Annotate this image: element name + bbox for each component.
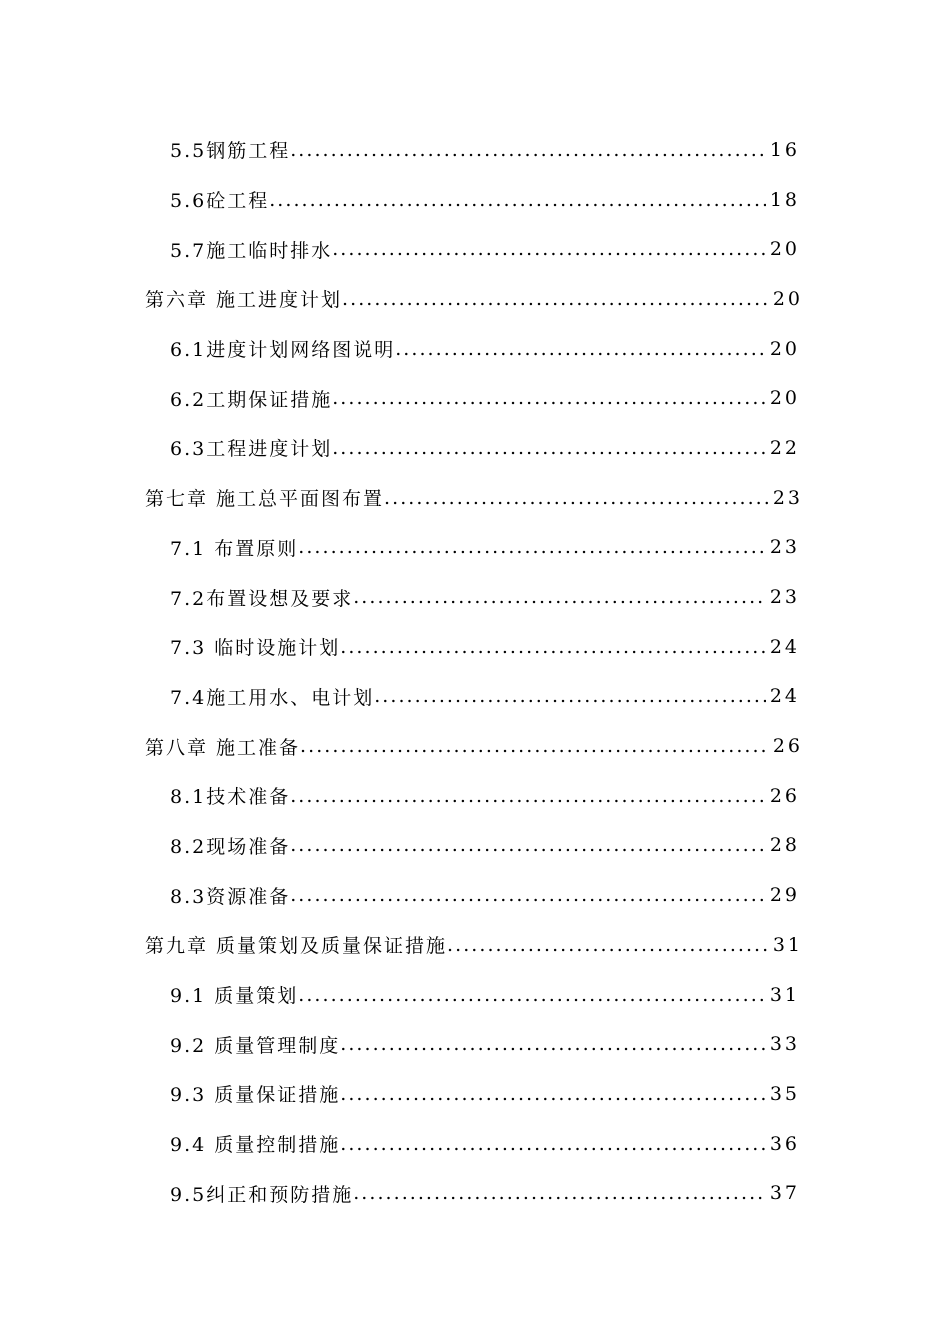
toc-entry-page: 37 [769, 1182, 800, 1205]
toc-entry-page: 24 [769, 635, 800, 658]
toc-entry-page: 28 [769, 834, 800, 857]
toc-dot-leader [332, 238, 766, 260]
toc-entry-title: 6.1进度计划网络图说明 [170, 339, 396, 362]
toc-entry-5-6[interactable] [0, 175, 800, 225]
toc-dot-leader [384, 487, 769, 509]
toc-entry-title: 8.3资源准备 [170, 885, 291, 908]
toc-entry-title: 9.4 质量控制措施 [170, 1134, 341, 1157]
toc-chapter-page: 20 [772, 287, 803, 310]
toc-entry-title: 5.7施工临时排水 [170, 239, 333, 262]
toc-entry-6-3[interactable] [0, 423, 800, 473]
toc-entry-6-1[interactable] [0, 324, 800, 374]
toc-dot-leader [332, 437, 766, 459]
toc-entry-7-2[interactable] [0, 572, 800, 622]
toc-dot-leader [374, 685, 766, 707]
toc-dot-leader [340, 1133, 766, 1155]
toc-entry-title: 7.2布置设想及要求 [170, 587, 354, 610]
toc-entry-title: 6.2工期保证措施 [170, 388, 333, 411]
toc-entry-page: 23 [769, 586, 800, 609]
toc-chapter-8[interactable] [0, 721, 803, 771]
toc-dot-leader [447, 934, 769, 956]
toc-entry-page: 29 [769, 884, 800, 907]
toc-entry-7-4[interactable] [0, 672, 800, 722]
toc-entry-title: 7.1 布置原则 [170, 537, 299, 560]
toc-chapter-title: 第七章 施工总平面图布置 [145, 488, 385, 511]
toc-entry-title: 6.3工程进度计划 [170, 438, 333, 461]
toc-entry-title: 9.3 质量保证措施 [170, 1084, 341, 1107]
toc-entry-page: 18 [769, 188, 800, 211]
toc-entry-7-1[interactable] [0, 523, 800, 573]
toc-entry-page: 16 [769, 138, 800, 161]
toc-entry-title: 5.5钢筋工程 [170, 140, 291, 163]
toc-dot-leader [340, 1083, 766, 1105]
toc-dot-leader [340, 1033, 766, 1055]
toc-entry-page: 22 [769, 436, 800, 459]
toc-entry-page: 24 [769, 685, 800, 708]
toc-entry-5-5[interactable] [0, 125, 800, 175]
toc-entry-7-3[interactable] [0, 622, 800, 672]
toc-chapter-page: 23 [772, 486, 803, 509]
toc-chapter-7[interactable] [0, 473, 803, 523]
toc-entry-9-1[interactable] [0, 970, 800, 1020]
toc-entry-title: 9.1 质量策划 [170, 985, 299, 1008]
toc-dot-leader [290, 785, 766, 807]
toc-entry-title: 5.6砼工程 [170, 190, 270, 213]
toc-entry-page: 23 [769, 536, 800, 559]
toc-chapter-page: 31 [772, 933, 803, 956]
toc-dot-leader [332, 387, 766, 409]
toc-dot-leader [353, 586, 766, 608]
toc-entry-title: 7.3 临时设施计划 [170, 637, 341, 660]
toc-entry-page: 31 [769, 983, 800, 1006]
toc-entry-9-4[interactable] [0, 1119, 800, 1169]
toc-entry-page: 26 [769, 784, 800, 807]
toc-chapter-page: 26 [772, 735, 803, 758]
toc-chapter-title: 第八章 施工准备 [145, 736, 301, 759]
toc-dot-leader [342, 288, 769, 310]
toc-entry-page: 20 [769, 337, 800, 360]
toc-entry-title: 9.2 质量管理制度 [170, 1034, 341, 1057]
toc-entry-8-3[interactable] [0, 870, 800, 920]
toc-dot-leader [290, 834, 766, 856]
toc-dot-leader [298, 536, 766, 558]
toc-entry-page: 20 [769, 238, 800, 261]
toc-entry-5-7[interactable] [0, 224, 800, 274]
toc-entry-page: 20 [769, 387, 800, 410]
toc-entry-title: 9.5纠正和预防措施 [170, 1183, 354, 1206]
toc-entry-8-2[interactable] [0, 821, 800, 871]
toc-entry-page: 33 [769, 1033, 800, 1056]
toc-chapter-6[interactable] [0, 274, 803, 324]
toc-dot-leader [290, 139, 766, 161]
toc-dot-leader [300, 735, 769, 757]
toc-chapter-title: 第六章 施工进度计划 [145, 289, 343, 312]
toc-entry-title: 8.2现场准备 [170, 835, 291, 858]
toc-dot-leader [298, 984, 766, 1006]
toc-dot-leader [269, 189, 766, 211]
toc-entry-9-5[interactable] [0, 1168, 800, 1218]
toc-chapter-9[interactable] [0, 920, 803, 970]
toc-entry-title: 8.1技术准备 [170, 786, 291, 809]
toc-entry-8-1[interactable] [0, 771, 800, 821]
toc-entry-9-2[interactable] [0, 1019, 800, 1069]
toc-dot-leader [340, 636, 766, 658]
toc-entry-page: 35 [769, 1082, 800, 1105]
toc-entry-6-2[interactable] [0, 373, 800, 423]
toc-dot-leader [290, 884, 766, 906]
toc-dot-leader [353, 1182, 766, 1204]
toc-entry-9-3[interactable] [0, 1069, 800, 1119]
table-of-contents [0, 125, 950, 1218]
toc-entry-title: 7.4施工用水、电计划 [170, 686, 375, 709]
toc-dot-leader [395, 338, 766, 360]
toc-chapter-title: 第九章 质量策划及质量保证措施 [145, 935, 448, 958]
toc-entry-page: 36 [769, 1132, 800, 1155]
